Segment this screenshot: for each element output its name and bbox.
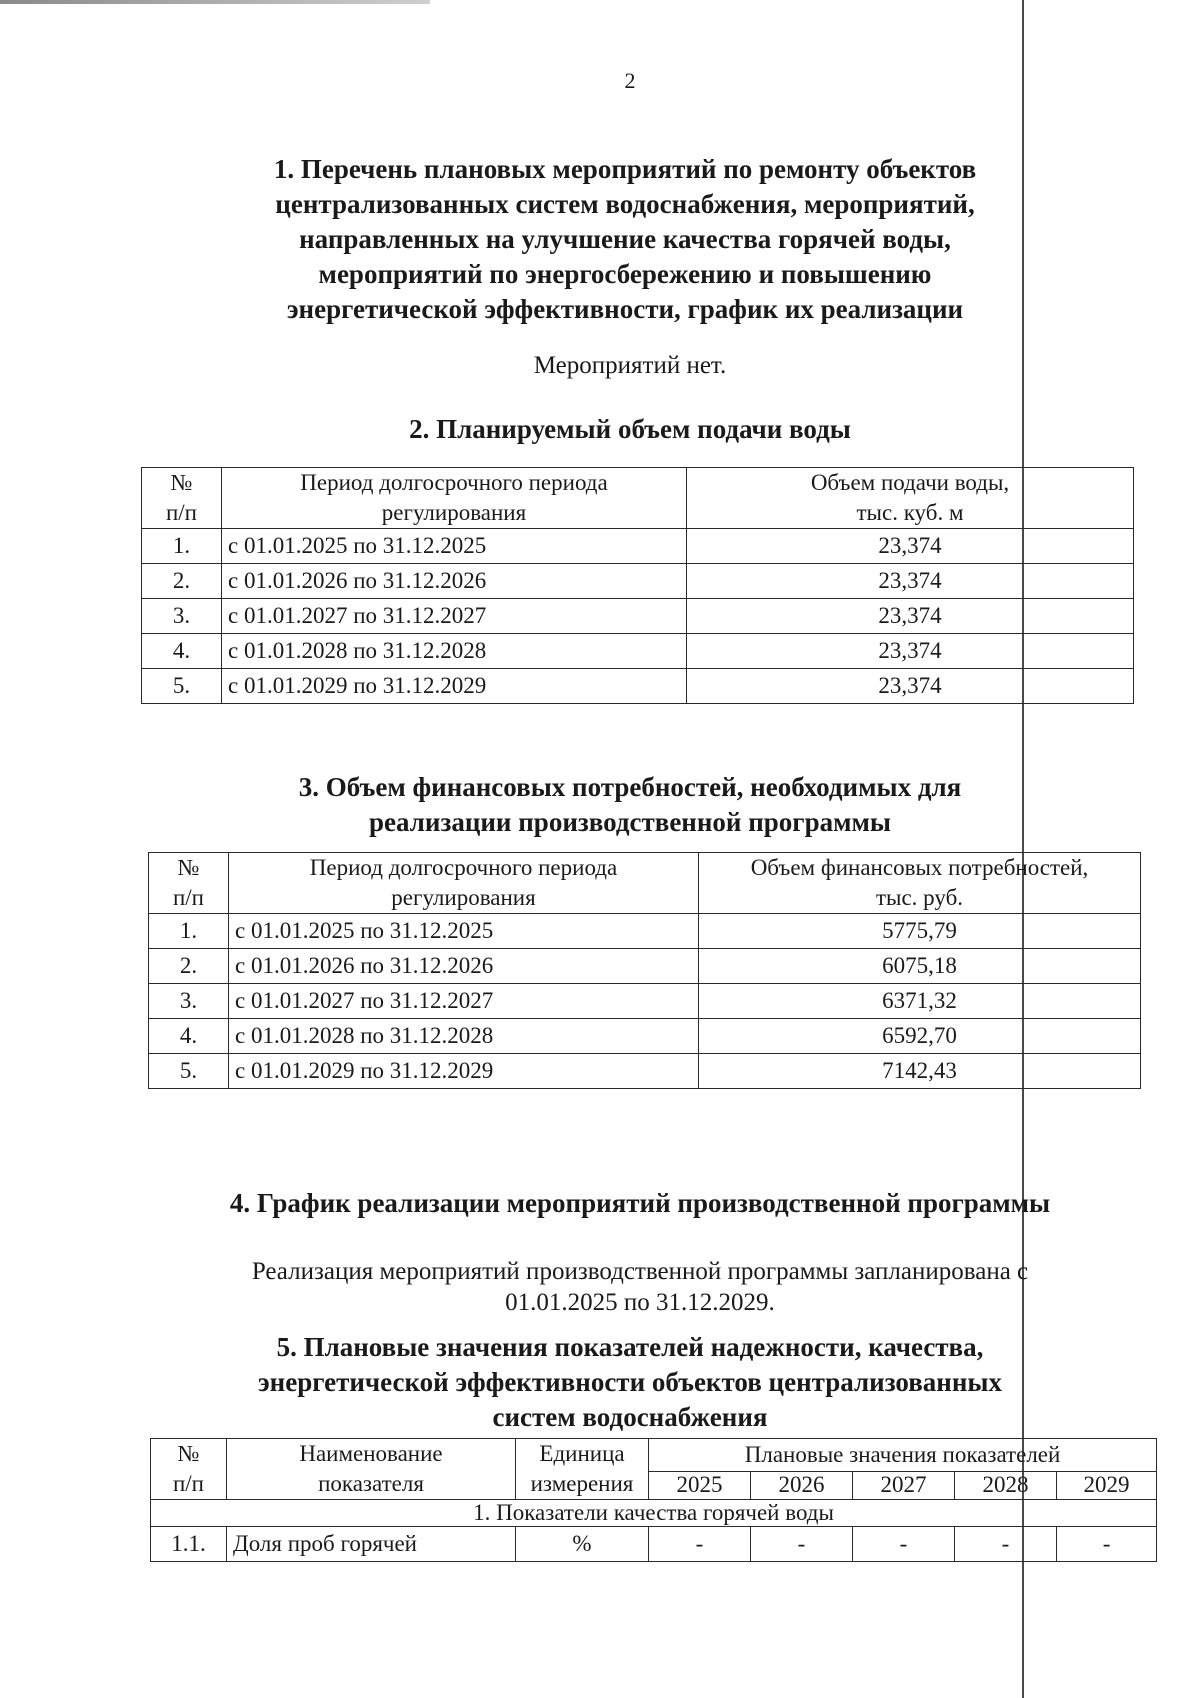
row-period: с 01.01.2028 по 31.12.2028 bbox=[222, 634, 687, 669]
row-value: 23,374 bbox=[687, 564, 1134, 599]
row-period: с 01.01.2025 по 31.12.2025 bbox=[229, 914, 699, 949]
row-value: 6075,18 bbox=[699, 949, 1141, 984]
row-num: 5. bbox=[149, 1054, 229, 1089]
header-value bbox=[687, 468, 1134, 529]
header-year: 2025 bbox=[649, 1471, 751, 1499]
group-title: 1. Показатели качества горячей воды bbox=[151, 1500, 1157, 1527]
section1-title-line: централизованных систем водоснабжения, мероприятий, bbox=[275, 189, 975, 219]
row-num: 1.1. bbox=[151, 1527, 227, 1562]
header-num-line: п/п bbox=[165, 500, 197, 525]
row-period: с 01.01.2027 по 31.12.2027 bbox=[222, 599, 687, 634]
row-year-value: - bbox=[1057, 1527, 1157, 1562]
header-value-line: тыс. руб. bbox=[875, 885, 964, 910]
row-num: 3. bbox=[142, 599, 222, 634]
header-num-line: № bbox=[170, 470, 193, 495]
section5-title bbox=[200, 1330, 1060, 1435]
row-num: 1. bbox=[149, 914, 229, 949]
table-row bbox=[149, 1054, 1141, 1089]
section5-title-line: 5. Плановые значения показателей надежности, качества, bbox=[276, 1332, 984, 1362]
header-planned: Плановые значения показателей bbox=[649, 1439, 1157, 1472]
row-num: 5. bbox=[142, 669, 222, 704]
header-value-line: тыс. куб. м bbox=[856, 500, 964, 525]
scan-edge-mark bbox=[0, 0, 430, 4]
section5-title-line: систем водоснабжения bbox=[492, 1402, 768, 1432]
indicators-table bbox=[150, 1438, 1157, 1562]
row-num: 4. bbox=[149, 1019, 229, 1054]
row-value: 23,374 bbox=[687, 599, 1134, 634]
table-row bbox=[142, 599, 1134, 634]
table-header-row bbox=[151, 1439, 1157, 1472]
page-number: 2 bbox=[624, 68, 636, 93]
water-supply-table bbox=[141, 467, 1134, 704]
header-period-line: Период долгосрочного периода bbox=[309, 855, 618, 880]
row-value: 7142,43 bbox=[699, 1054, 1141, 1089]
section1-title-line: мероприятий по энергосбережению и повышению bbox=[318, 259, 932, 289]
row-value: 23,374 bbox=[687, 634, 1134, 669]
row-period: с 01.01.2029 по 31.12.2029 bbox=[222, 669, 687, 704]
row-num: 2. bbox=[142, 564, 222, 599]
section5-title-line: энергетической эффективности объектов централизованных bbox=[257, 1367, 1002, 1397]
section1-title-line: энергетической эффективности, график их реализации bbox=[286, 294, 964, 324]
table-header-row bbox=[142, 468, 1134, 529]
financial-needs-table bbox=[148, 852, 1141, 1089]
section4-text-line: Реализация мероприятий производственной программы запланирована с bbox=[251, 1258, 1029, 1285]
section3-title-line: 3. Объем финансовых потребностей, необходимых для bbox=[298, 772, 962, 802]
table-row bbox=[142, 529, 1134, 564]
table-group-row bbox=[151, 1500, 1157, 1527]
header-year: 2026 bbox=[751, 1471, 853, 1499]
section4-text-line: 01.01.2025 по 31.12.2029. bbox=[505, 1289, 775, 1316]
row-year-value: - bbox=[649, 1527, 751, 1562]
header-num bbox=[151, 1439, 227, 1500]
header-period bbox=[222, 468, 687, 529]
row-value: 5775,79 bbox=[699, 914, 1141, 949]
row-num: 3. bbox=[149, 984, 229, 1019]
header-num-line: п/п bbox=[172, 885, 204, 910]
table-row bbox=[149, 914, 1141, 949]
row-year-value: - bbox=[853, 1527, 955, 1562]
section1-title-line: направленных на улучшение качества горячей воды, bbox=[299, 224, 951, 254]
section4-text bbox=[180, 1256, 1100, 1318]
header-year: 2029 bbox=[1057, 1471, 1157, 1499]
row-num: 1. bbox=[142, 529, 222, 564]
row-year-value: - bbox=[955, 1527, 1057, 1562]
row-value: 23,374 bbox=[687, 669, 1134, 704]
header-unit-line: Единица bbox=[539, 1441, 625, 1466]
header-value bbox=[699, 853, 1141, 914]
table-row bbox=[142, 669, 1134, 704]
table-row bbox=[149, 984, 1141, 1019]
table-header-row bbox=[149, 853, 1141, 914]
section3-title bbox=[230, 770, 1030, 840]
section2-title: 2. Планируемый объем подачи воды bbox=[409, 414, 851, 444]
row-period: с 01.01.2026 по 31.12.2026 bbox=[222, 564, 687, 599]
header-period bbox=[229, 853, 699, 914]
table-row bbox=[142, 634, 1134, 669]
header-num-line: № bbox=[177, 1441, 200, 1466]
row-unit: % bbox=[516, 1527, 649, 1562]
section1-note: Мероприятий нет. bbox=[533, 352, 727, 379]
row-period: с 01.01.2025 по 31.12.2025 bbox=[222, 529, 687, 564]
header-period-line: регулирования bbox=[391, 885, 536, 910]
table-row bbox=[142, 564, 1134, 599]
row-num: 2. bbox=[149, 949, 229, 984]
table-row bbox=[149, 949, 1141, 984]
row-period: с 01.01.2027 по 31.12.2027 bbox=[229, 984, 699, 1019]
header-value-line: Объем финансовых потребностей, bbox=[750, 855, 1089, 880]
header-num-line: п/п bbox=[172, 1471, 204, 1496]
header-name-line: показателя bbox=[318, 1471, 424, 1496]
row-value: 6371,32 bbox=[699, 984, 1141, 1019]
row-period: с 01.01.2029 по 31.12.2029 bbox=[229, 1054, 699, 1089]
section4-title: 4. График реализации мероприятий производственной программы bbox=[229, 1188, 1051, 1218]
row-year-value: - bbox=[751, 1527, 853, 1562]
header-period-line: регулирования bbox=[381, 500, 527, 525]
header-name bbox=[227, 1439, 516, 1500]
header-year: 2028 bbox=[955, 1471, 1057, 1499]
header-num bbox=[142, 468, 222, 529]
header-unit-line: измерения bbox=[530, 1471, 634, 1496]
row-name: Доля проб горячей bbox=[227, 1527, 516, 1562]
row-period: с 01.01.2026 по 31.12.2026 bbox=[229, 949, 699, 984]
section1-title bbox=[230, 152, 1020, 327]
section1-title-line: 1. Перечень плановых мероприятий по ремонту объектов bbox=[273, 154, 977, 184]
header-value-line: Объем подачи воды, bbox=[810, 470, 1010, 495]
table-row bbox=[149, 1019, 1141, 1054]
row-value: 6592,70 bbox=[699, 1019, 1141, 1054]
row-num: 4. bbox=[142, 634, 222, 669]
section3-title-line: реализации производственной программы bbox=[369, 807, 891, 837]
header-num-line: № bbox=[177, 855, 200, 880]
header-name-line: Наименование bbox=[299, 1441, 443, 1466]
row-period: с 01.01.2028 по 31.12.2028 bbox=[229, 1019, 699, 1054]
header-period-line: Период долгосрочного периода bbox=[300, 470, 608, 495]
table-row bbox=[151, 1527, 1157, 1562]
header-num bbox=[149, 853, 229, 914]
header-unit bbox=[516, 1439, 649, 1500]
row-value: 23,374 bbox=[687, 529, 1134, 564]
header-year: 2027 bbox=[853, 1471, 955, 1499]
